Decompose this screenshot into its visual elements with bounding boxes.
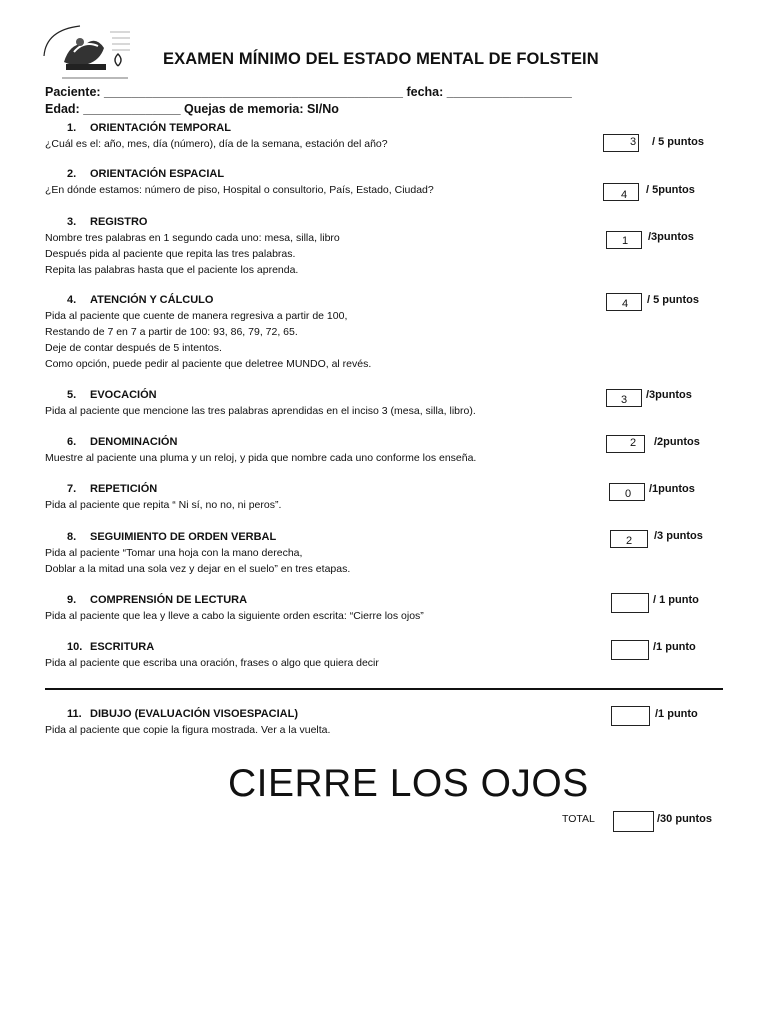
total-label: TOTAL — [562, 813, 595, 825]
section-heading: 7. REPETICIÓN — [67, 483, 158, 495]
section-line: Pida al paciente que mencione las tres palabras aprendidas en el inciso 3 (mesa, silla, libro). — [45, 405, 476, 417]
section-divider — [45, 688, 723, 690]
points-label-5: /3puntos — [646, 389, 692, 401]
institution-logo — [40, 22, 132, 84]
section-line: Nombre tres palabras en 1 segundo cada uno: mesa, silla, libro — [45, 232, 340, 244]
section-line: Repita las palabras hasta que el paciente los aprenda. — [45, 264, 299, 276]
section-5 — [45, 387, 585, 419]
age-line: Edad: ______________ Quejas de memoria: SI/No — [45, 102, 339, 116]
total-score-box[interactable] — [613, 811, 654, 832]
section-heading: 11. DIBUJO (EVALUACIÓN VISOESPACIAL) — [67, 708, 298, 720]
section-line: Doblar a la mitad una sola vez y dejar en el suelo” en tres etapas. — [45, 563, 351, 575]
score-box-7[interactable]: 0 — [609, 483, 645, 501]
section-8 — [45, 529, 585, 577]
section-heading: 5. EVOCACIÓN — [67, 389, 157, 401]
section-9 — [45, 592, 585, 624]
score-box-10[interactable] — [611, 640, 649, 660]
section-heading: 8. SEGUIMIENTO DE ORDEN VERBAL — [67, 531, 277, 543]
section-1 — [45, 120, 585, 152]
section-line: Pida al paciente que escriba una oración, frases o algo que quiera decir — [45, 657, 379, 669]
section-line: Pida al paciente que copie la figura mostrada. Ver a la vuelta. — [45, 724, 331, 736]
section-3 — [45, 214, 585, 278]
points-label-1: / 5 puntos — [652, 136, 704, 148]
patient-line: Paciente: ___________________________________________ fecha: __________________ — [45, 85, 572, 99]
section-4 — [45, 292, 585, 372]
document-title: EXAMEN MÍNIMO DEL ESTADO MENTAL DE FOLSTEIN — [163, 50, 599, 68]
section-line: Deje de contar después de 5 intentos. — [45, 342, 222, 354]
points-label-6: /2puntos — [654, 436, 700, 448]
score-box-11[interactable] — [611, 706, 650, 726]
section-line: Después pida al paciente que repita las tres palabras. — [45, 248, 296, 260]
section-heading: 1. ORIENTACIÓN TEMPORAL — [67, 122, 231, 134]
points-label-3: /3puntos — [648, 231, 694, 243]
points-label-11: /1 punto — [655, 708, 698, 720]
section-11 — [45, 706, 585, 738]
score-box-6[interactable]: 2 — [606, 435, 645, 453]
total-points-label: /30 puntos — [657, 813, 713, 825]
section-line: Como opción, puede pedir al paciente que deletree MUNDO, al revés. — [45, 358, 372, 370]
points-label-10: /1 punto — [653, 641, 696, 653]
section-line: ¿Cuál es el: año, mes, día (número), día de la semana, estación del año? — [45, 138, 388, 150]
section-heading: 10. ESCRITURA — [67, 641, 155, 653]
score-box-5[interactable]: 3 — [606, 389, 642, 407]
section-heading: 4. ATENCIÓN Y CÁLCULO — [67, 294, 214, 306]
section-2 — [45, 166, 585, 198]
section-heading: 9. COMPRENSIÓN DE LECTURA — [67, 594, 248, 606]
points-label-8: /3 puntos — [654, 530, 703, 542]
section-line: Muestre al paciente una pluma y un reloj, y pida que nombre cada uno conforme los enseña. — [45, 452, 477, 464]
score-box-9[interactable] — [611, 593, 649, 613]
section-line: Pida al paciente que cuente de manera regresiva a partir de 100, — [45, 310, 348, 322]
score-box-8[interactable]: 2 — [610, 530, 648, 548]
section-heading: 2. ORIENTACIÓN ESPACIAL — [67, 168, 225, 180]
points-label-2: / 5puntos — [646, 184, 695, 196]
score-box-2[interactable]: 4 — [603, 183, 639, 201]
section-line: Pida al paciente que repita “ Ni sí, no no, ni peros”. — [45, 499, 282, 511]
section-6 — [45, 434, 585, 466]
section-7 — [45, 481, 585, 513]
score-box-3[interactable]: 1 — [606, 231, 642, 249]
section-10 — [45, 639, 585, 671]
section-line: Pida al paciente que lea y lleve a cabo la siguiente orden escrita: “Cierre los ojos” — [45, 610, 424, 622]
points-label-7: /1puntos — [649, 483, 695, 495]
section-heading: 6. DENOMINACIÓN — [67, 436, 178, 448]
section-line: ¿En dónde estamos: número de piso, Hospital o consultorio, País, Estado, Ciudad? — [45, 184, 434, 196]
close-eyes-instruction: CIERRE LOS OJOS — [228, 762, 589, 805]
section-heading: 3. REGISTRO — [67, 216, 148, 228]
section-line: Pida al paciente “Tomar una hoja con la mano derecha, — [45, 547, 303, 559]
points-label-4: / 5 puntos — [647, 294, 699, 306]
points-label-9: / 1 punto — [653, 594, 699, 606]
section-line: Restando de 7 en 7 a partir de 100: 93, 86, 79, 72, 65. — [45, 326, 298, 338]
score-box-1[interactable]: 3 — [603, 134, 639, 152]
score-box-4[interactable]: 4 — [606, 293, 642, 311]
